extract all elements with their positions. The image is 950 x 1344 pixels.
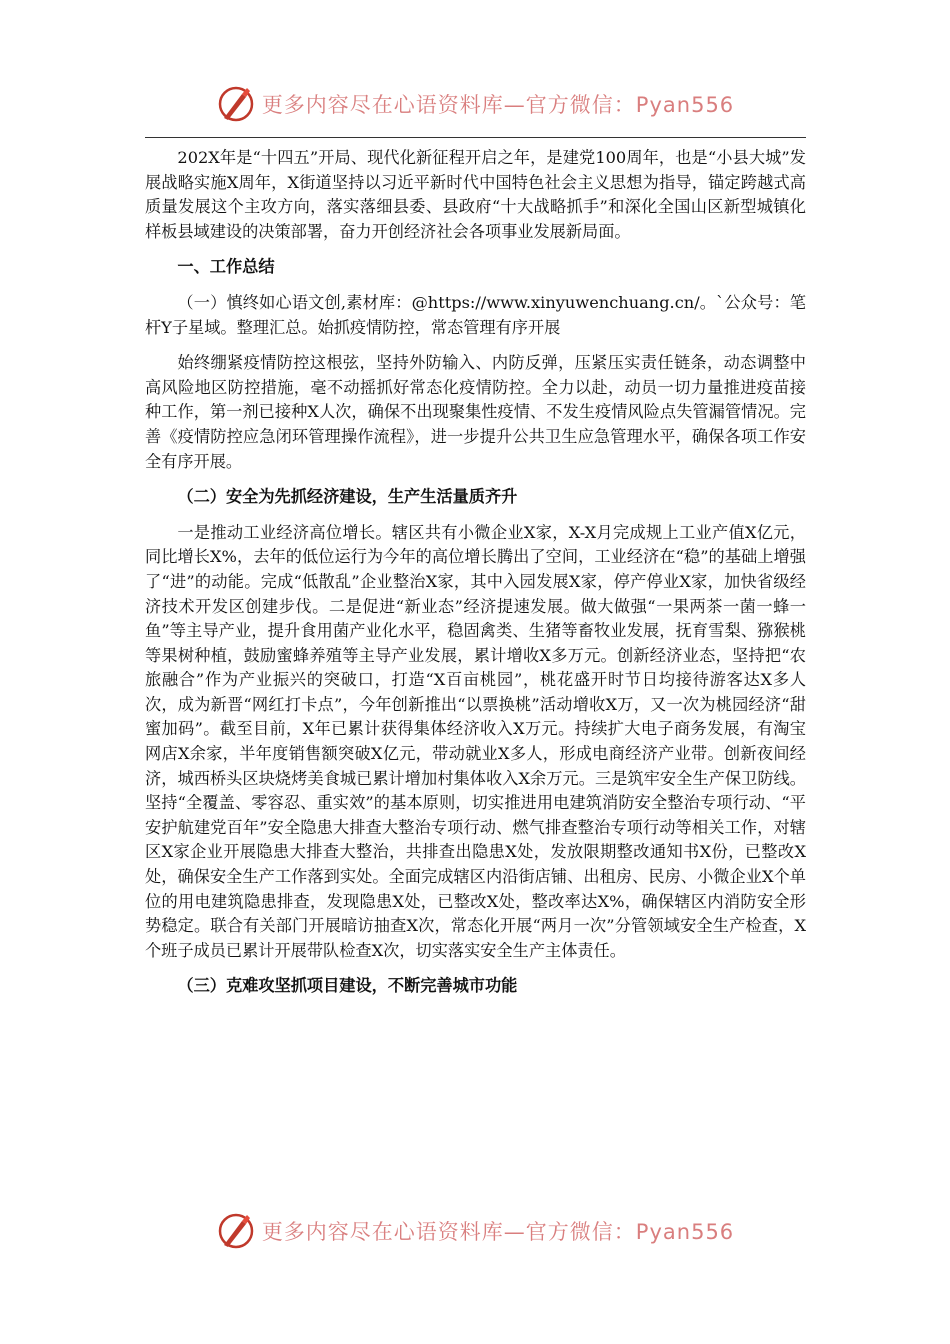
header-banner-text: 更多内容尽在心语资料库—官方微信：Pyan556 (261, 93, 735, 117)
header-banner (0, 82, 950, 126)
subsection-1-paragraph: 始终绷紧疫情防控这根弦，坚持外防输入、内防反弹，压紧压实责任链条，动态调整中高风险地区防控措施，毫不动摇抓好常态化疫情防控。全力以赴，动员一切力量推进疫苗接种工作，第一剂已接种X人次，确保不出现聚集性疫情、不发生疫情风险点失管漏管情况。完善《疫情防控应急闭环管理操作流程》，进一步提升公共卫生应急管理水平，确保各项工作安全有序开展。 (145, 353, 806, 471)
subsection-3-heading: （三）克难攻坚抓项目建设，不断完善城市功能 (177, 976, 518, 996)
subsection-2-heading: （二）安全为先抓经济建设，生产生活量质齐升 (177, 487, 518, 507)
footer-banner (0, 1209, 950, 1253)
pen-logo-icon (216, 1211, 256, 1251)
intro-paragraph: 202X年是“十四五”开局、现代化新征程开启之年，是建党100周年，也是“小县大城”发展战略实施X周年，X街道坚持以习近平新时代中国特色社会主义思想为指导，锚定跨越式高质量发展这个主攻方向，落实落细县委、县政府“十大战略抓手”和深化全国山区新型城镇化样板县域建设的决策部署，奋力开创经济社会各项事业发展新局面。 (145, 148, 806, 241)
subsection-1-heading: （一）慎终如心语文创,素材库：@https://www.xinyuwenchuang.cn/。`公众号：笔杆Y子星域。整理汇总。始抓疫情防控，常态管理有序开展 (145, 292, 806, 337)
section-heading-work-summary: 一、工作总结 (177, 257, 275, 277)
footer-banner-text: 更多内容尽在心语资料库—官方微信：Pyan556 (261, 1220, 735, 1244)
header-divider (145, 137, 806, 138)
document-body (145, 146, 806, 1010)
subsection-2-paragraph: 一是推动工业经济高位增长。辖区共有小微企业X家，X-X月完成规上工业产值X亿元，同比增长X%，去年的低位运行为今年的高位增长腾出了空间，工业经济在“稳”的基础上增强了“进”的动能。完成“低散乱”企业整治X家，其中入园发展X家，停产停业X家，加快省级经济技术开发区创建步伐。二是促进“新业态”经济提速发展。做大做强“一果两茶一菌一蜂一鱼”等主导产业，提升食用菌产业化水平，稳固禽类、生猪等畜牧业发展，抚育雪梨、猕猴桃等果树种植，鼓励蜜蜂养殖等主导产业发展，累计增收X多万元。创新经济业态，坚持把“农旅融合”作为产业振兴的突破口，打造“X百亩桃园”，桃花盛开时节日均接待游客达X多人次，成为新晋“网红打卡点”，今年创新推出“以票换桃”活动增收X万，又一次为桃园经济“甜蜜加码”。截至目前，X年已累计获得集体经济收入X万元。持续扩大电子商务发展，有淘宝网店X余家，半年度销售额突破X亿元，带动就业X多人，形成电商经济产业带。创新夜间经济，城西桥头区块烧烤美食城已累计增加村集体收入X余万元。三是筑牢安全生产保卫防线。坚持“全覆盖、零容忍、重实效”的基本原则，切实推进用电建筑消防安全整治专项行动、“平安护航建党百年”安全隐患大排查大整治专项行动、燃气排查整治专项行动等相关工作，对辖区X家企业开展隐患大排查大整治，共排查出隐患X处，发放限期整改通知书X份，已整改X处，确保安全生产工作落到实处。全面完成辖区内沿街店铺、出租房、民房、小微企业X个单位的用电建筑隐患排查，发现隐患X处，已整改X处，整改率达X%，确保辖区内消防安全形势稳定。联合有关部门开展暗访抽查X次，常态化开展“两月一次”分管领域安全生产检查，X个班子成员已累计开展带队检查X次，切实落实安全生产主体责任。 (145, 522, 806, 960)
pen-logo-icon (216, 84, 256, 124)
